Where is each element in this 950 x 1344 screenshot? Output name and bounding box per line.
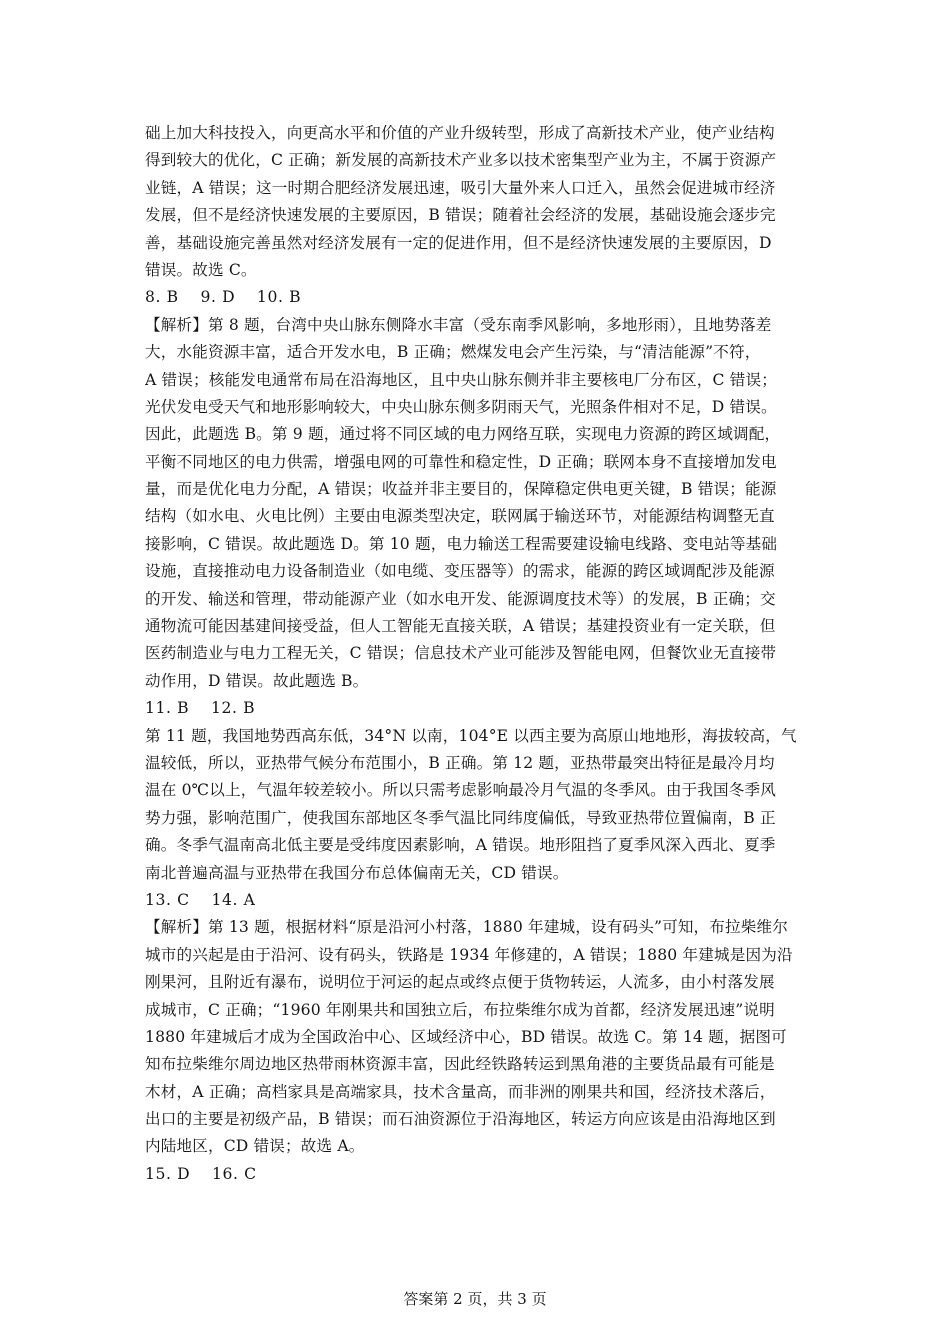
text-line: 第 11 题，我国地势西高东低，34°N 以南，104°E 以西主要为高原山地地形，海拔较高，气: [145, 726, 797, 745]
text-line: 势力强，影响范围广，使我国东部地区冬季气温比同纬度偏低，导致亚热带位置偏南，B 正: [145, 808, 776, 827]
text-line: 知布拉柴维尔周边地区热带雨林资源丰富，因此经铁路转运到黑角港的主要货品最有可能是: [145, 1055, 775, 1074]
text-line: 接影响，C 错误。故此题选 D。第 10 题，电力输送工程需要建设输电线路、变电站等基础: [145, 534, 778, 553]
text-line: 善，基础设施完善虽然对经济发展有一定的促进作用，但不是经济快速发展的主要原因，D: [145, 233, 772, 252]
text-line: 温在 0℃以上，气温年较差较小。所以只需考虑影响最冷月气温的冬季风。由于我国冬季风: [145, 781, 777, 800]
text-line: 出口的主要是初级产品，B 错误；而石油资源位于沿海地区，转运方向应该是由沿海地区到: [145, 1110, 776, 1129]
text-line: 设施，直接推动电力设备制造业（如电缆、变压器等）的需求，能源的跨区域调配涉及能源: [145, 562, 775, 581]
text-line: 内陆地区，CD 错误；故选 A。: [145, 1137, 365, 1156]
answer-key-line: 11. B 12. B: [145, 699, 256, 718]
text-line: 南北普遍高温与亚热带在我国分布总体偏南无关，CD 错误。: [145, 863, 569, 882]
page-footer: 答案第 2 页，共 3 页: [403, 1290, 547, 1308]
text-line: 确。冬季气温南高北低主要是受纬度因素影响，A 错误。地形阻挡了夏季风深入西北、夏季: [145, 836, 776, 855]
text-line: 温较低，所以，亚热带气候分布范围小，B 正确。第 12 题，亚热带最突出特征是最冷月均: [145, 753, 775, 772]
answer-key-line: 13. C 14. A: [145, 890, 256, 909]
text-line: 【解析】第 13 题，根据材料“原是沿河小村落，1880 年建城，设有码头”可知，布拉柴维尔: [145, 918, 789, 937]
text-line: 光伏发电受天气和地形影响较大，中央山脉东侧多阴雨天气，光照条件相对不足，D 错误。: [145, 397, 777, 416]
text-line: 发展，但不是经济快速发展的主要原因，B 错误；随着社会经济的发展，基础设施会逐步完: [145, 206, 776, 225]
text-line: 刚果河，且附近有瀑布，说明位于河运的起点或终点便于货物转运，人流多，由小村落发展: [145, 973, 775, 992]
text-line: 因此，此题选 B。第 9 题，通过将不同区域的电力网络互联，实现电力资源的跨区域调配，: [145, 425, 781, 444]
text-line: 量，而是优化电力分配，A 错误；收益并非主要目的，保障稳定供电更关键，B 错误；能源: [145, 480, 777, 499]
text-line: 医药制造业与电力工程无关，C 错误；信息技术产业可能涉及智能电网，但餐饮业无直接带: [145, 644, 777, 663]
text-line: 平衡不同地区的电力供需，增强电网的可靠性和稳定性，D 正确；联网本身不直接增加发电: [145, 452, 777, 471]
text-line: 木材，A 正确；高档家具是高端家具，技术含量高，而非洲的刚果共和国，经济技术落后，: [145, 1082, 776, 1101]
answer-key-line: 8. B 9. D 10. B: [145, 288, 302, 307]
text-line: A 错误；核能发电通常布局在沿海地区，且中央山脉东侧并非主要核电厂分布区，C 错误；: [145, 370, 777, 389]
text-line: 的开发、输送和管理，带动能源产业（如水电开发、能源调度技术等）的发展，B 正确；交: [145, 589, 776, 608]
text-line: 成城市，C 正确；“1960 年刚果共和国独立后，布拉柴维尔成为首都，经济发展迅速”说明: [145, 1000, 775, 1019]
text-line: 通物流可能因基建间接受益，但人工智能无直接关联，A 错误；基建投资业有一定关联，但: [145, 617, 776, 636]
text-line: 城市的兴起是由于沿河、设有码头，铁路是 1934 年修建的，A 错误；1880 年建城是因为沿: [145, 945, 793, 964]
answer-key-line: 15. D 16. C: [145, 1164, 257, 1183]
text-line: 1880 年建城后才成为全国政治中心、区域经济中心，BD 错误。故选 C。第 14 题，据图可: [145, 1027, 787, 1046]
text-line: 础上加大科技投入，向更高水平和价值的产业升级转型，形成了高新技术产业，使产业结构: [145, 124, 775, 142]
text-line: 【解析】第 8 题，台湾中央山脉东侧降水丰富（受东南季风影响，多地形雨），且地势落差: [145, 315, 772, 334]
answer-text-body: [145, 120, 813, 1188]
text-line: 得到较大的优化，C 正确；新发展的高新技术产业多以技术密集型产业为主，不属于资源产: [145, 151, 777, 170]
text-line: 错误。故选 C。: [145, 260, 257, 279]
text-line: 业链，A 错误；这一时期合肥经济发展迅速，吸引大量外来人口迁入，虽然会促进城市经济: [145, 178, 776, 197]
text-line: 动作用，D 错误。故此题选 B。: [145, 671, 369, 690]
text-line: 大，水能资源丰富，适合开发水电，B 正确；燃煤发电会产生污染，与“清洁能源”不符，: [145, 343, 761, 362]
text-line: 结构（如水电、火电比例）主要由电源类型决定，联网属于输送环节，对能源结构调整无直: [145, 507, 775, 526]
